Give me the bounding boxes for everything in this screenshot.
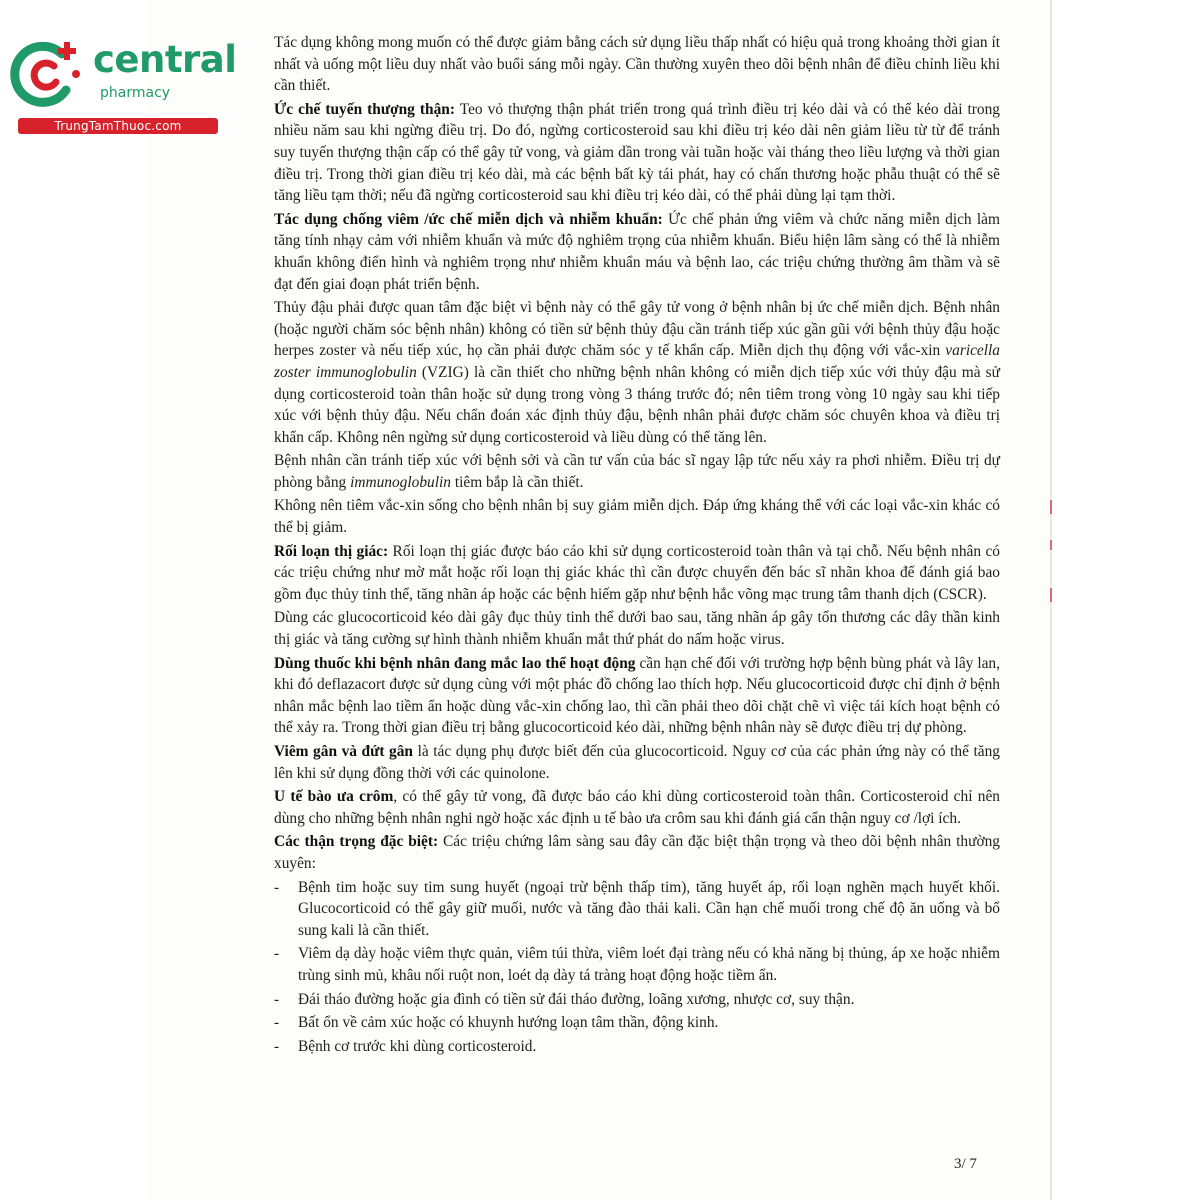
bullet-marker: - (274, 878, 280, 896)
margin-mark (1050, 588, 1052, 602)
paragraph: Viêm gân và đứt gân là tác dụng phụ được biết đến của glucocorticoid. Nguy cơ của các phản ứng này có thể tăng lên khi sử dụng đồng thời với các quinolone. (274, 743, 1000, 782)
brand-subtitle: pharmacy (100, 85, 171, 101)
pharmacy-cross-logo-icon (10, 38, 88, 108)
central-pharmacy-logo (8, 36, 237, 140)
list-item: - Bệnh tim hoặc suy tim sung huyết (ngoại trừ bệnh thấp tim), tăng huyết áp, rối loạn nghẽn mạch huyết khối. Glucocorticoid có thể gây giữ muối, nước và tăng đào thải kali. Cần hạn chế muối trong chế độ ăn uống và bổ sung kali là cần thiết. (274, 878, 1000, 939)
bullet-marker: - (274, 945, 280, 963)
list-item: - Bất ổn về cảm xúc hoặc có khuynh hướng loạn tâm thần, động kinh. (274, 1012, 1000, 1034)
page-number: 3/ 7 (954, 1156, 977, 1172)
brand-name: central (93, 38, 237, 81)
section-heading: Ức chế tuyến thượng thận: (274, 100, 455, 118)
paragraph: Ức chế tuyến thượng thận: Teo vỏ thượng thận phát triển trong quá trình điều trị kéo dài và có thể kéo dài trong nhiều năm sau khi ngừng điều trị. Do đó, ngừng corticosteroid sau khi điều trị kéo dài nên giảm liều từ từ để tránh suy tuyến thượng thận cấp có thể gây tử vong, và giảm dần trong vài tuần hoặc vài tháng theo liều lượng và thời gian điều trị. Trong thời gian điều trị kéo dài, mà các bệnh bất kỳ tái phát, hay có chấn thương hoặc phẫu thuật có thể sẽ tăng liều tạm thời; nếu đã ngừng corticosteroid sau khi điều trị kéo dài, có thể phải dùng lại tạm thời. (274, 100, 1000, 205)
italic-term: varicella zoster immunoglobulin (274, 342, 1000, 381)
paragraph: Rối loạn thị giác: Rối loạn thị giác được báo cáo khi sử dụng corticosteroid toàn thân và tại chỗ. Nếu bệnh nhân có các triệu chứng như mờ mắt hoặc rối loạn thị giác khác thì cần được chuyển đến bác sĩ nhãn khoa để đánh giá bao gồm đục thủy tinh thể, tăng nhãn áp hoặc các bệnh hiếm gặp như bệnh hắc võng mạc trung tâm thanh dịch (CSCR). (274, 542, 1000, 603)
paragraph: Tác dụng không mong muốn có thể được giảm bằng cách sử dụng liều thấp nhất có hiệu quả trong khoảng thời gian ít nhất và uống một liều duy nhất vào buổi sáng mỗi ngày. Cần thường xuyên theo dõi bệnh nhân để điều chỉnh liều khi cần thiết. (274, 34, 1000, 95)
section-heading: Dùng thuốc khi bệnh nhân đang mắc lao thể hoạt động (274, 654, 636, 672)
paragraph: Các thận trọng đặc biệt: Các triệu chứng lâm sàng sau đây cần đặc biệt thận trọng và theo dõi bệnh nhân thường xuyên: (274, 833, 1000, 872)
document-body (274, 32, 1000, 1059)
margin-mark (1050, 500, 1052, 514)
list-item: - Bệnh cơ trước khi dùng corticosteroid. (274, 1036, 1000, 1058)
paragraph: Không nên tiêm vắc-xin sống cho bệnh nhân bị suy giảm miễn dịch. Đáp ứng kháng thể với các loại vắc-xin khác có thể bị giảm. (274, 497, 1000, 537)
section-heading: Rối loạn thị giác: (274, 542, 389, 560)
section-heading: Các thận trọng đặc biệt: (274, 833, 439, 851)
list-item: - Viêm dạ dày hoặc viêm thực quản, viêm túi thừa, viêm loét đại tràng nếu có khả năng bị thủng, áp xe hoặc nhiễm trùng sinh mủ, khâu nối ruột non, loét dạ dày tá tràng hoạt động hoặc tiềm ẩn. (274, 945, 1000, 984)
paragraph: Dùng thuốc khi bệnh nhân đang mắc lao thể hoạt động cần hạn chế đối với trường hợp bệnh bùng phát và lây lan, khi đó deflazacort được sử dụng cùng với một phác đồ chống lao thích hợp. Nếu glucocorticoid được chỉ định ở bệnh nhân mắc bệnh lao tiềm ẩn hoặc dùng vắc-xin chống lao, thì cần phải theo dõi chặt chẽ vì việc tái kích hoạt bệnh có thể xảy ra. Trong thời gian điều trị bằng glucocorticoid kéo dài, những bệnh nhân này sẽ được điều trị dự phòng. (274, 654, 1000, 737)
paragraph: U tế bào ưa crôm, có thể gây tử vong, đã được báo cáo khi dùng corticosteroid toàn thân. Corticosteroid chỉ nên dùng cho những bệnh nhân nghi ngờ hoặc xác định u tế bào ưa crôm sau khi đánh giá cẩn thận nguy cơ /lợi ích. (274, 788, 1000, 827)
precautions-list (274, 877, 1000, 1058)
section-heading: U tế bào ưa crôm (274, 788, 394, 806)
paragraph: Thủy đậu phải được quan tâm đặc biệt vì bệnh này có thể gây tử vong ở bệnh nhân bị ức chế miễn dịch. Bệnh nhân (hoặc người chăm sóc bệnh nhân) không có tiền sử bệnh thủy đậu cần tránh tiếp xúc gần gũi với bệnh thủy đậu hoặc herpes zoster và nếu tiếp xúc, họ cần phải được chăm sóc y tế khẩn cấp. Miễn dịch thụ động với vắc-xin varicella zoster immunoglobulin (VZIG) là cần thiết cho những bệnh nhân không có miễn dịch tiếp xúc với thủy đậu mà sử dụng corticosteroid toàn thân hoặc sử dụng trong vòng 3 tháng trước đó; nên tiêm trong vòng 10 ngày sau khi tiếp xúc với bệnh thủy đậu. Nếu chẩn đoán xác định thủy đậu, bệnh nhân phải được chăm sóc chuyên khoa và điều trị khẩn cấp. Không nên ngừng sử dụng corticosteroid và liều dùng có thể tăng lên. (274, 299, 1000, 446)
paragraph: Dùng các glucocorticoid kéo dài gây đục thủy tinh thể dưới bao sau, tăng nhãn áp gây tổn thương các dây thần kinh thị giác và tăng cường sự hình thành nhiễm khuẩn mắt thứ phát do nấm hoặc virus. (274, 609, 1000, 649)
list-item: - Đái tháo đường hoặc gia đình có tiền sử đái tháo đường, loãng xương, nhược cơ, suy thận. (274, 989, 1000, 1011)
paragraph: Bệnh nhân cần tránh tiếp xúc với bệnh sởi và cần tư vấn của bác sĩ ngay lập tức nếu xảy ra phơi nhiễm. Điều trị dự phòng bằng immunoglobulin tiêm bắp là cần thiết. (274, 452, 1000, 491)
paragraph: Tác dụng chống viêm /ức chế miễn dịch và nhiễm khuẩn: Ức chế phản ứng viêm và chức năng miễn dịch làm tăng tính nhạy cảm với nhiễm khuẩn và mức độ nghiêm trọng của nhiễm khuẩn. Biểu hiện lâm sàng có thể là nhiễm khuẩn không điển hình và nghiêm trọng như nhiễm khuẩn máu và bệnh lao, các triệu chứng thường âm thầm và sẽ đạt đến giai đoạn phát triển bệnh. (274, 210, 1000, 293)
italic-term: immunoglobulin (350, 473, 451, 491)
section-heading: Viêm gân và đứt gân (274, 743, 413, 760)
margin-mark (1050, 540, 1052, 550)
bullet-marker: - (274, 990, 280, 1008)
bullet-marker: - (274, 1014, 280, 1032)
bullet-marker: - (274, 1037, 280, 1055)
website-banner: TrungTamThuoc.com (18, 118, 218, 134)
section-heading: Tác dụng chống viêm /ức chế miễn dịch và nhiễm khuẩn: (274, 210, 663, 228)
